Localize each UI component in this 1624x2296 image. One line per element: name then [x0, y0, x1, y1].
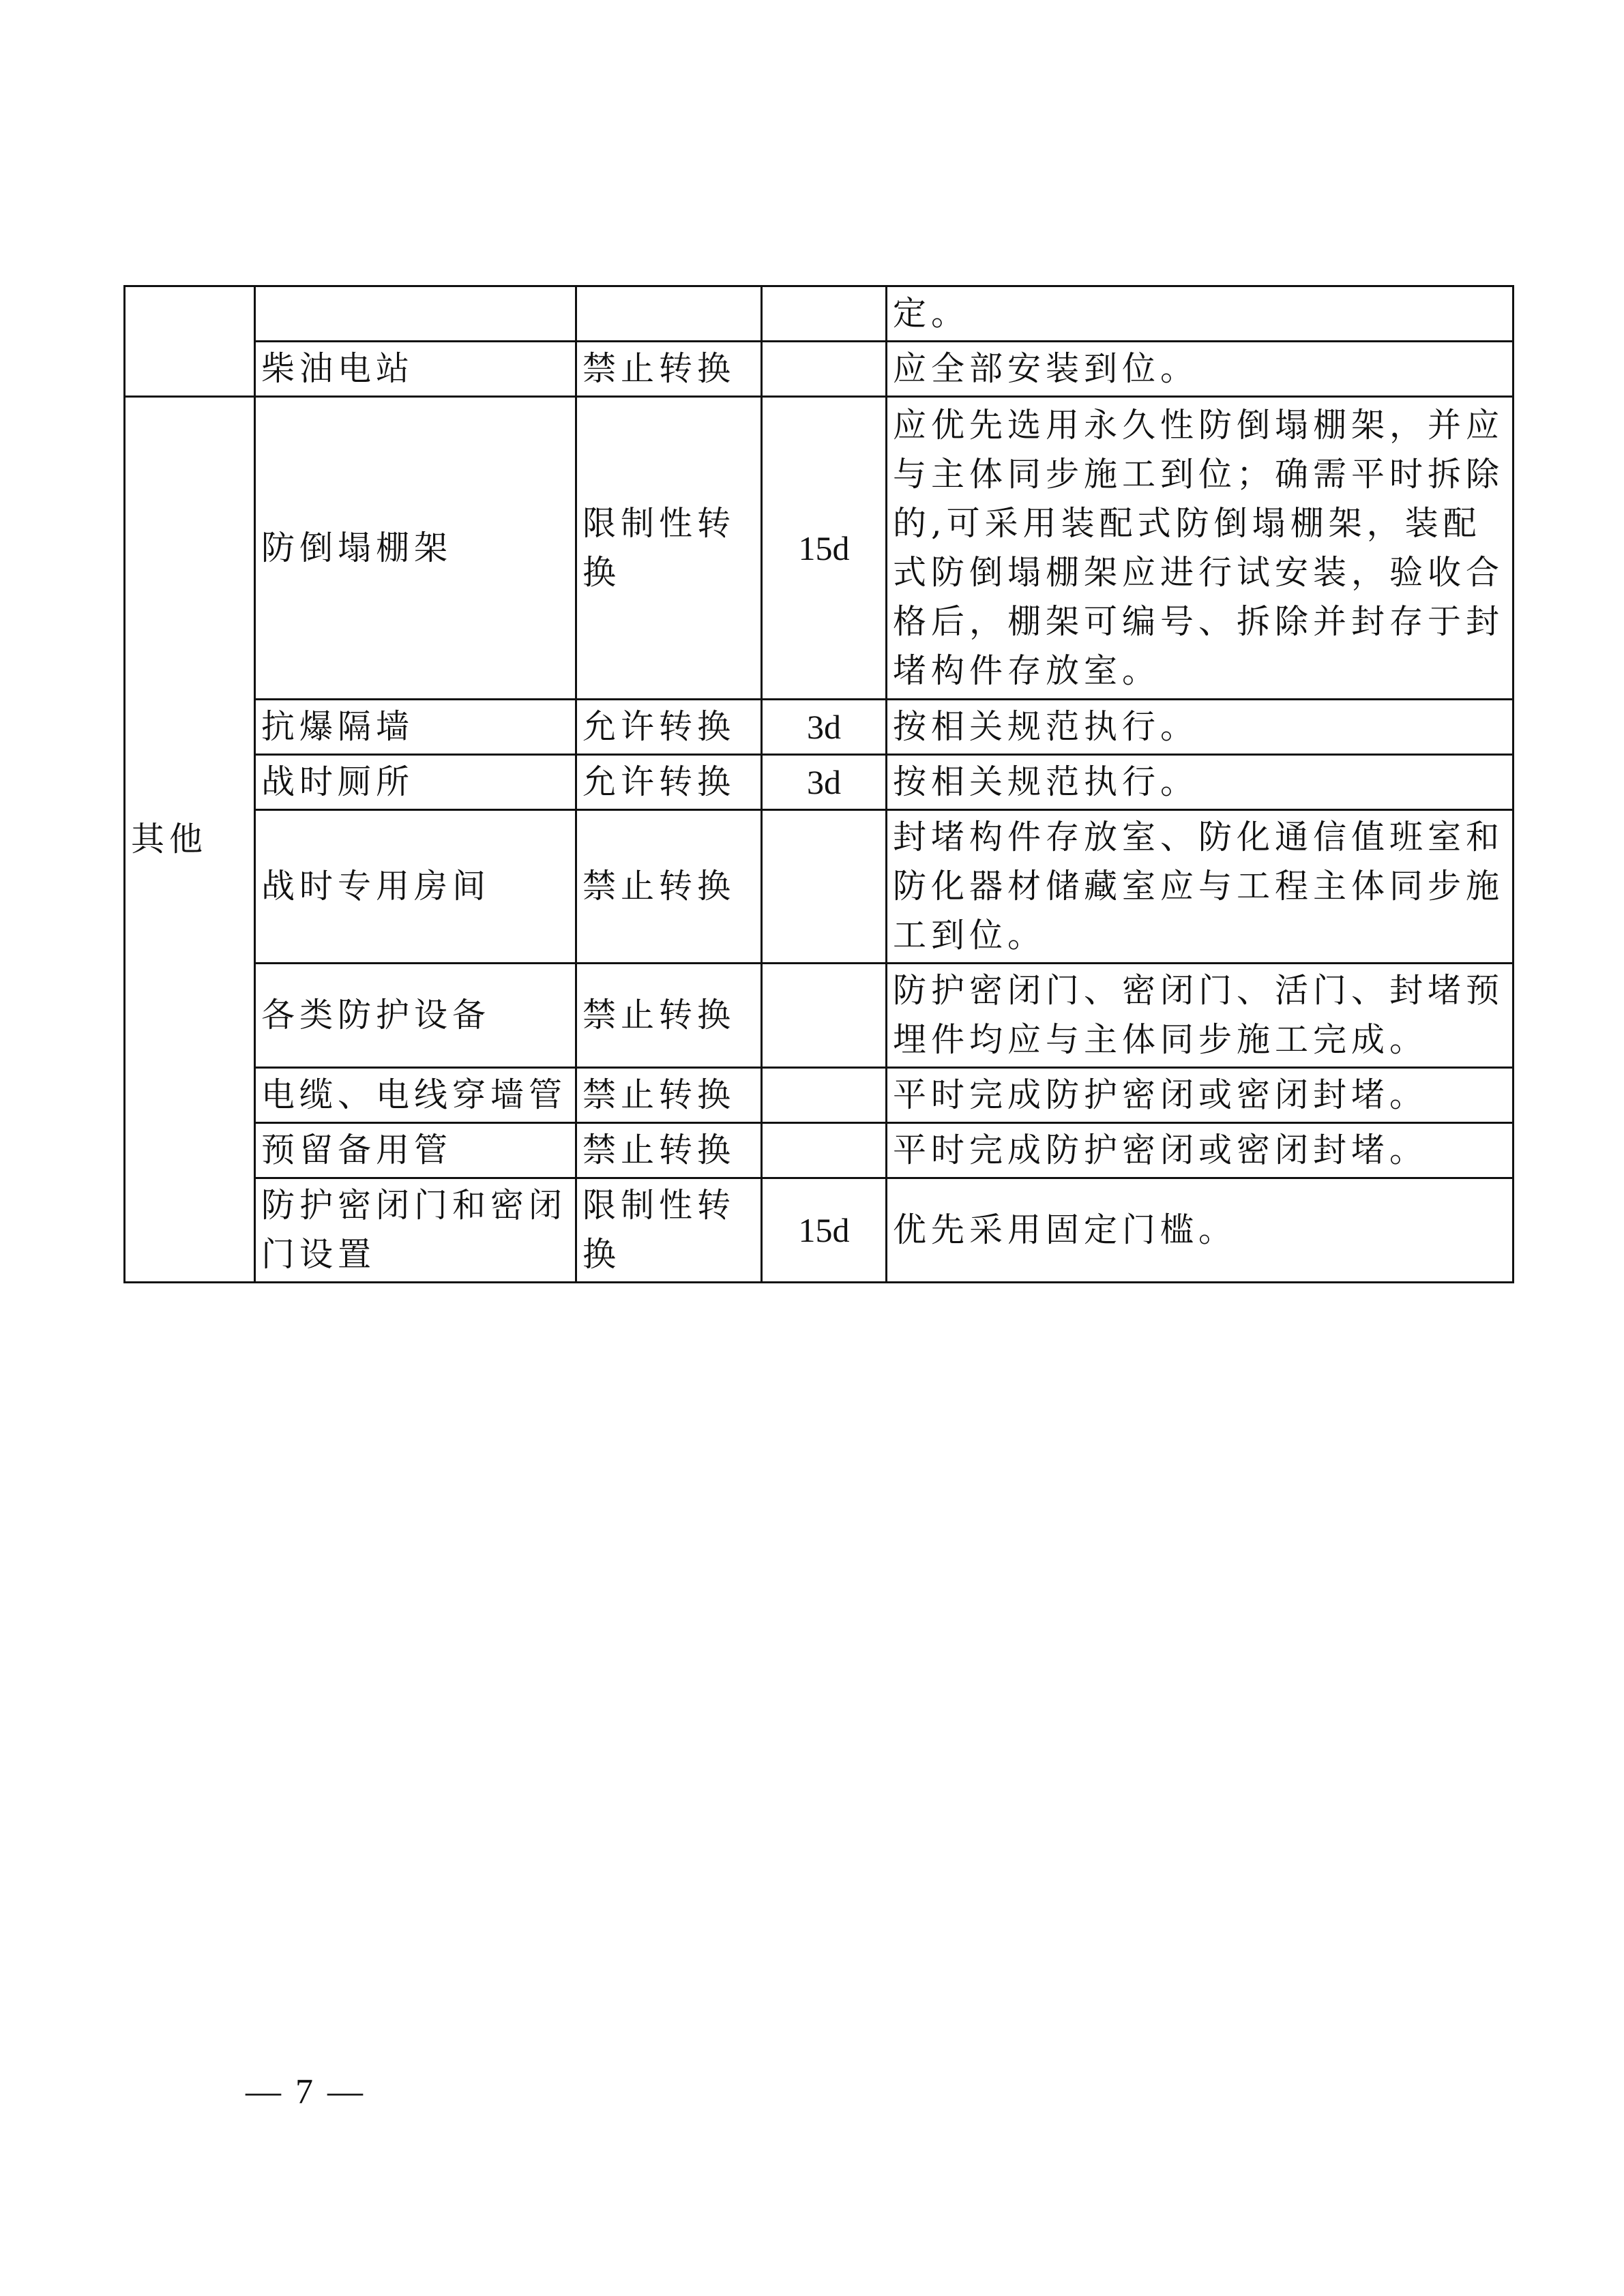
conversion-cell: 禁止转换 — [576, 1068, 762, 1123]
conversion-cell: 允许转换 — [576, 755, 762, 810]
note-cell: 按相关规范执行。 — [887, 755, 1514, 810]
table-row — [125, 1068, 1514, 1123]
note-cell: 按相关规范执行。 — [887, 700, 1514, 755]
note-cell: 平时完成防护密闭或密闭封堵。 — [887, 1123, 1514, 1178]
days-cell: 15d — [762, 1178, 887, 1283]
conversion-cell: 禁止转换 — [576, 342, 762, 397]
days-cell — [762, 964, 887, 1068]
conversion-cell: 禁止转换 — [576, 964, 762, 1068]
note-cell: 防护密闭门、密闭门、活门、封堵预埋件均应与主体同步施工完成。 — [887, 964, 1514, 1068]
days-cell: 3d — [762, 700, 887, 755]
item-cell: 抗爆隔墙 — [255, 700, 576, 755]
days-cell: 15d — [762, 397, 887, 700]
note-cell: 平时完成防护密闭或密闭封堵。 — [887, 1068, 1514, 1123]
days-cell — [762, 810, 887, 964]
table-row — [125, 286, 1514, 342]
category-cell: 其他 — [125, 397, 255, 1283]
item-cell: 预留备用管 — [255, 1123, 576, 1178]
page-number: — 7 — — [246, 2072, 366, 2111]
note-cell: 定。 — [887, 286, 1514, 342]
table-row — [125, 964, 1514, 1068]
table-row — [125, 397, 1514, 700]
note-cell: 优先采用固定门槛。 — [887, 1178, 1514, 1283]
item-cell: 柴油电站 — [255, 342, 576, 397]
conversion-cell — [576, 286, 762, 342]
table-row — [125, 1178, 1514, 1283]
note-cell: 应优先选用永久性防倒塌棚架，并应与主体同步施工到位；确需平时拆除的,可采用装配式防倒塌棚架，装配式防倒塌棚架应进行试安装，验收合格后，棚架可编号、拆除并封存于封堵构件存放室。 — [887, 397, 1514, 700]
item-cell: 电缆、电线穿墙管 — [255, 1068, 576, 1123]
item-cell: 防倒塌棚架 — [255, 397, 576, 700]
table-row — [125, 342, 1514, 397]
note-cell: 封堵构件存放室、防化通信值班室和防化器材储藏室应与工程主体同步施工到位。 — [887, 810, 1514, 964]
item-cell: 各类防护设备 — [255, 964, 576, 1068]
conversion-cell: 禁止转换 — [576, 1123, 762, 1178]
table-row — [125, 700, 1514, 755]
days-cell — [762, 1068, 887, 1123]
days-cell — [762, 342, 887, 397]
conversion-table — [123, 285, 1514, 1283]
days-cell: 3d — [762, 755, 887, 810]
conversion-cell: 限制性转换 — [576, 397, 762, 700]
item-cell: 战时专用房间 — [255, 810, 576, 964]
category-cell — [125, 286, 255, 397]
days-cell — [762, 286, 887, 342]
note-cell: 应全部安装到位。 — [887, 342, 1514, 397]
table-row — [125, 810, 1514, 964]
days-cell — [762, 1123, 887, 1178]
conversion-cell: 限制性转换 — [576, 1178, 762, 1283]
item-cell: 防护密闭门和密闭门设置 — [255, 1178, 576, 1283]
item-cell: 战时厕所 — [255, 755, 576, 810]
table-row — [125, 1123, 1514, 1178]
conversion-cell: 允许转换 — [576, 700, 762, 755]
item-cell — [255, 286, 576, 342]
table-row — [125, 755, 1514, 810]
conversion-cell: 禁止转换 — [576, 810, 762, 964]
